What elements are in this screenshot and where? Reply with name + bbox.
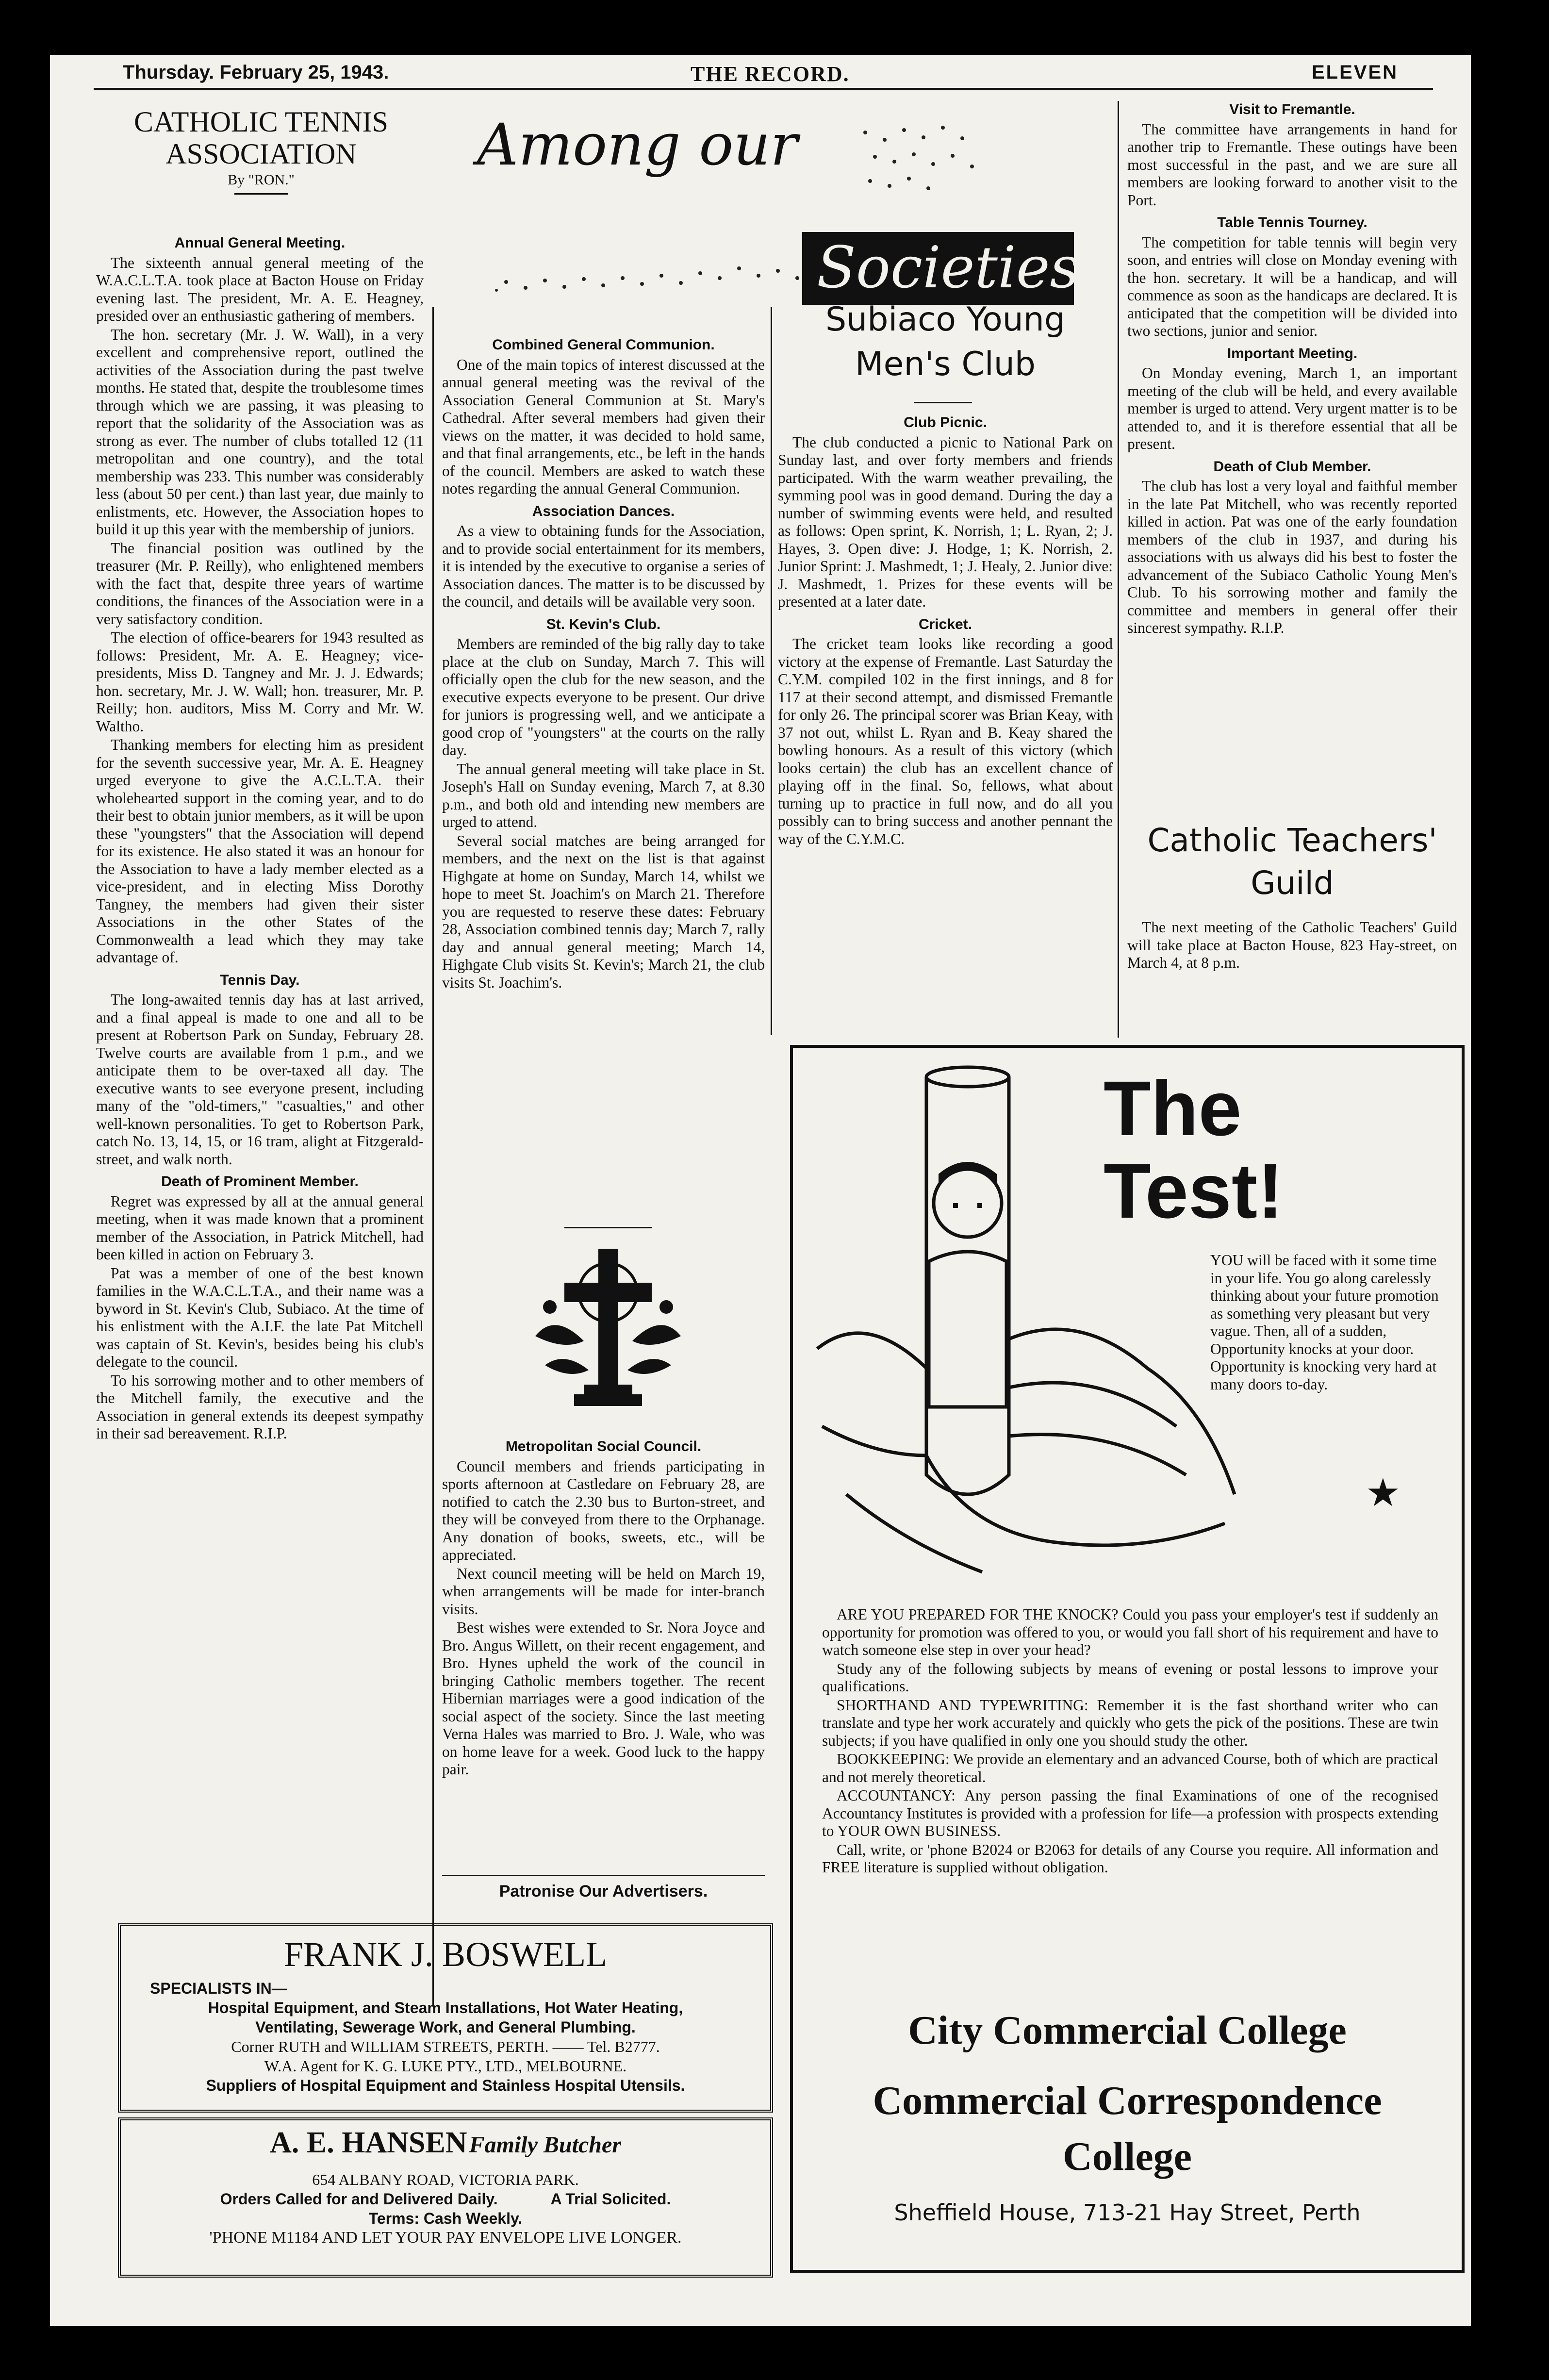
head-rule (94, 88, 1433, 90)
college-name: College (1063, 2134, 1192, 2179)
paragraph: The hon. secretary (Mr. J. W. Wall), in a very excellent and comprehensive report, outlined the activities of the Association during the past twelve months. He stated that, despite the troublesome times through which we are passing, it was pleasing to report that the solidarity of the Association was as strong as ever. The number of clubs totalled 12 (11 metropolitan and one country), and the total membership was 233. This number was considerably less (about 50 per cent.) than last year, due mainly to enlistments, etc. However, the Association hopes to build it up this year with the membership of juniors. (96, 326, 424, 538)
commercial-college-ad (790, 1045, 1465, 2273)
societies-banner (467, 103, 1113, 317)
byline: By "RON." (228, 172, 295, 188)
star-icon: ★ (1366, 1472, 1401, 1515)
paragraph: Council members and friends participating in sports afternoon at Castledare on February 28, are notified to catch the 2.30 bus to Burton-street, and they will be conveyed from there to the Orphanage. Any donation of books, sweets, etc., will be appreciated. (442, 1457, 765, 1563)
paragraph: The cricket team looks like recording a good victory at the expense of Fremantle. Last Saturday the C.Y.M. compiled 102 in the first innings, and 8 for 117 at their second attempt, and dismissed Fremantle for only 26. The principal scorer was Brian Keay, with 37 not out, whilst L. Ryan and B. Keay shared the bowling honours. As a result of this victory (which looks certain) the club has an excellent chance of playing off in the final. So, fellows, what about turning up to practice in full now, and do all you possibly can to bring success and another pennant the way of the C.Y.M.C. (778, 635, 1113, 847)
guild-column (1127, 919, 1457, 1035)
subhead: Visit to Fremantle. (1229, 101, 1355, 117)
paragraph: Members are reminded of the big rally day to take place at the club on Sunday, March 7. This will officially open the club for the new season, and the executive expects everyone to be present. Our drive for juniors is progressing well, and we anticipate a good crop of "youngsters" at the courts on the rally day. (442, 635, 765, 759)
subhead: St. Kevin's Club. (546, 616, 661, 632)
paragraph: The next meeting of the Catholic Teachers' Guild will take place at Bacton House, 823 Hay-street, on March 4, at 8 p.m. (1127, 919, 1457, 971)
heading-rule (234, 193, 288, 195)
subiaco-column (778, 409, 1113, 1040)
section-rule (564, 1227, 652, 1228)
guild-heading: Catholic Teachers' Guild (1147, 822, 1437, 902)
running-head (50, 55, 1471, 87)
paragraph: SHORTHAND AND TYPEWRITING: Remember it is the fast shorthand writer who can translate and type her work accurately and quickly who gets the pick of the positions. These are twin subjects; if you have qualified in only one you should study the other. (822, 1696, 1438, 1749)
subhead: Metropolitan Social Council. (505, 1438, 702, 1454)
paragraph: As a view to obtaining funds for the Association, and to provide social entertainment for its members, it is intended by the executive to organise a series of Association dances. The matter is to be discussed by the council, and details will be available very soon. (442, 522, 765, 610)
celtic-cross-emblem-icon (526, 1239, 691, 1423)
paragraph: Best wishes were extended to Sr. Nora Joyce and Bro. Angus Willett, on their recent engagement, and Bro. Hynes upheld the work of the council in bringing Catholic members together. The recent Hibernian marriages were a good indication of the social aspect of the society. Since the last meeting Verna Hales was married to Bro. J. Wale, who was on home leave for a week. Good luck to the happy pair. (442, 1619, 765, 1778)
paragraph: Regret was expressed by all at the annual general meeting, when it was made known that a prominent member of the Association, in Patrick Mitchell, had been killed in action on February 3. (96, 1192, 424, 1263)
advertiser-name: A. E. HANSEN Family Butcher (270, 2126, 621, 2159)
paragraph: The club conducted a picnic to National Park on Sunday last, and over forty members and friends participated. With the warm weather prevailing, the symming pool was in good demand. During the day a number of swimming events were held, and resulted as follows: Open sprint, K. Norrish, 1; L. Ryan, 2; J. Hayes, 3. Open dive: J. Hodge, 1; K. Norrish, 2. Junior Sprint: J. Mashmedt, 1; J. Healy, 2. Junior dive: J. Mashmedt, 1. Prizes for these events will be presented at a later date. (778, 433, 1113, 610)
subhead: Table Tennis Tourney. (1217, 215, 1368, 231)
boswell-ad: FRANK J. BOSWELL SPECIALISTS IN— Hospital Equipment, and Steam Installations, Hot Water Heating, Ventilating, Sewerage Work, and General Plumbing. Corner RUTH and WILLIAM STREETS, PERTH. —— Tel. B2777. W.A. Agent for K. G. LUKE PTY., LTD., MELBOURNE. Suppliers of Hospital Equipment and Stainless Hospital Utensils. (118, 1923, 773, 2113)
paragraph: Next council meeting will be held on March 19, when arrangements will be made for inter-branch visits. (442, 1565, 765, 1618)
paragraph: The committee have arrangements in hand for another trip to Fremantle. These outings have been most successful in the past, and we are sure all members are looking forward to another visit to the Port. (1127, 120, 1457, 209)
advertiser-name: FRANK J. BOSWELL (283, 1935, 608, 1974)
paragraph: The competition for table tennis will begin very soon, and entries will close on Monday evening with the hon. secretary. It will be a handicap, and will commence as soon as the handicaps are declared. It is anticipated that the competition will be divided into two sections, junior and senior. (1127, 233, 1457, 339)
tennis-column (96, 230, 424, 1904)
paragraph: To his sorrowing mother and to other members of the Mitchell family, the executive and the Association in general extends its deepest sympathy in their sad bereavement. R.I.P. (96, 1372, 424, 1442)
column-rule (1118, 101, 1119, 1038)
subiaco-heading: Subiaco Young Men's Club (825, 300, 1066, 383)
paragraph: The financial position was outlined by the treasurer (Mr. P. Reilly), who enlightened members with the fact that, despite three years of wartime conditions, the finances of the Association were in a very satisfactory condition. (96, 539, 424, 628)
hansen-ad: A. E. HANSEN Family Butcher 654 ALBANY ROAD, VICTORIA PARK. Orders Called for and Delivered Daily. A Trial Solicited. Terms: Cash Weekly. 'PHONE M1184 AND LET YOUR PAY ENVELOPE LIVE LONGER. (118, 2117, 773, 2278)
societies-column (442, 331, 765, 1351)
subhead: Death of Prominent Member. (161, 1173, 359, 1190)
social-council-column (442, 1433, 765, 1943)
heading-rule (914, 402, 972, 403)
tennis-heading: CATHOLIC TENNIS ASSOCIATION By "RON." (96, 106, 426, 195)
paragraph: The election of office-bearers for 1943 resulted as follows: President, Mr. A. E. Heagney; vice-presidents, Miss D. Tangney and Mr. J. J. Edwards; hon. secretary, Mr. J. W. Wall; hon. treasurer, Mr. P. Reilly; hon. auditors, Miss M. Corry and Mr. W. Waltho. (96, 629, 424, 735)
subhead: Combined General Communion. (492, 337, 715, 353)
column-rule (771, 307, 772, 1035)
subiaco-column-continued (1127, 101, 1457, 829)
patronise-line: Patronise Our Advertisers. (499, 1882, 708, 1901)
banner-text-among: Among our (477, 111, 798, 178)
newspaper-page (50, 55, 1471, 2326)
ad-title: The Test! (1104, 1065, 1284, 1234)
paragraph: ARE YOU PREPARED FOR THE KNOCK? Could you pass your employer's test if suddenly an opportunity for promotion was offered to you, or would you fall short of his requirement and have to watch someone else step in over your head? (822, 1606, 1438, 1658)
issue-date: Thursday. February 25, 1943. (123, 62, 389, 83)
college-name: Commercial Correspondence (873, 2078, 1382, 2123)
college-names (793, 1999, 1462, 2232)
paragraph: The sixteenth annual general meeting of the W.A.C.L.T.A. took place at Bacton House on Friday evening last. The president, Mr. A. E. Heagney, presided over an enthusiastic gathering of members. (96, 254, 424, 324)
paragraph: ACCOUNTANCY: Any person passing the final Examinations of one of the recognised Accountancy Institutes is provided with a profession for life—a profession with prospects extending to YOUR OWN BUSINESS. (822, 1787, 1438, 1839)
subhead: Club Picnic. (904, 414, 987, 430)
college-address: Sheffield House, 713-21 Hay Street, Perth (894, 2199, 1361, 2226)
hansen-service-line: Orders Called for and Delivered Daily. A Trial Solicited. (220, 2190, 671, 2208)
paper-name: THE RECORD. (691, 62, 850, 86)
subhead: Tennis Day. (220, 972, 300, 988)
paragraph: The long-awaited tennis day has at last arrived, and a final appeal is made to one and all to be present at Robertson Park on Sunday, February 28. Twelve courts are available from 1 p.m., and we anticipate them to be over-taxed all day. The executive wants to see everyone present, including many of the "old-timers," "casualties," and other well-known personalities. To get to Robertson Park, catch No. 13, 14, 15, or 16 tram, alight at Fitzgerald-street, and walk north. (96, 991, 424, 1168)
subhead: Association Dances. (532, 503, 675, 519)
paragraph: One of the main topics of interest discussed at the annual general meeting was the revival of the Association General Communion at St. Mary's Cathedral. After several members had given their views on the matter, it was decided to hold same, and that final arrangements, etc., be left in the hands of the council. Members are asked to watch these notes regarding the annual General Communion. (442, 356, 765, 497)
column-rule (432, 307, 434, 2006)
section-rule (442, 1875, 765, 1876)
page-number: ELEVEN (1312, 62, 1399, 83)
paragraph: Pat was a member of one of the best known families in the W.A.C.L.T.A., and their name was a byword in St. Kevin's Club, Subiaco. At the time of his enlistment with the A.I.F. the late Pat Mitchell was captain of St. Kevin's, besides being his club's delegate to the council. (96, 1264, 424, 1370)
subhead: Cricket. (918, 616, 972, 632)
paragraph: Study any of the following subjects by means of evening or postal lessons to improve your qualifications. (822, 1660, 1438, 1695)
paragraph: Thanking members for electing him as president for the seventh successive year, Mr. A. E. Heagney urged everyone to give the A.C.L.T.A. their wholehearted support in the coming year, and to do their best to obtain junior members, as it will be upon these "youngsters" that the Association will depend for its existence. He also stated it was an honour for the Association to have a lady member elected as a vice-president, and in electing Miss Dorothy Tangney, the members had given their sister Associations in the other States of the Commonwealth a lead which they may take advantage of. (96, 736, 424, 966)
paragraph: BOOKKEEPING: We provide an elementary and an advanced Course, both of which are practical and not merely theoretical. (822, 1751, 1438, 1785)
paragraph: Call, write, or 'phone B2024 or B2063 for details of any Course you require. All information and FREE literature is supplied without obligation. (822, 1841, 1438, 1876)
ad-body (822, 1606, 1438, 1994)
paragraph: On Monday evening, March 1, an important meeting of the club will be held, and every available member is urged to attend. Very urgent matter is to be attended to, and it is therefore essential that all be present. (1127, 364, 1457, 452)
paragraph: The club has lost a very loyal and faithful member in the late Pat Mitchell, who was recently reported killed in action. Pat was one of the early foundation members of the club in 1937, and during his associations with us always did his best to foster the advancement of the Subiaco Catholic Young Men's Club. To his sorrowing mother and family the committee and members in general offer their sincerest sympathy. R.I.P. (1127, 478, 1457, 636)
banner-text-societies: Societies (817, 234, 1080, 301)
paragraph: The annual general meeting will take place in St. Joseph's Hall on Sunday evening, March 7, at 8.30 p.m., and both old and intending new members are urged to attend. (442, 760, 765, 830)
college-name: City Commercial College (908, 2008, 1347, 2053)
paragraph: Several social matches are being arranged for members, and the next on the list is that against Highgate at home on Sunday, March 14, whilst we hope to meet St. Joachim's on March 21. Therefore you are requested to reserve these dates: February 28, Association combined tennis day; March 7, rally day and annual general meeting; March 14, Highgate Club visits St. Kevin's; March 21, the club visits St. Joachim's. (442, 832, 765, 991)
ad-blurb: YOU will be faced with it some time in your life. You go along carelessly thinking about your future promotion as something very pleasant but very vague. Then, all of a sudden, Opportunity knocks at your door. Opportunity is knocking very hard at many doors to-day. (1210, 1252, 1439, 1393)
subhead: Annual General Meeting. (174, 235, 346, 251)
subhead: Death of Club Member. (1213, 458, 1371, 475)
subhead: Important Meeting. (1227, 345, 1358, 362)
